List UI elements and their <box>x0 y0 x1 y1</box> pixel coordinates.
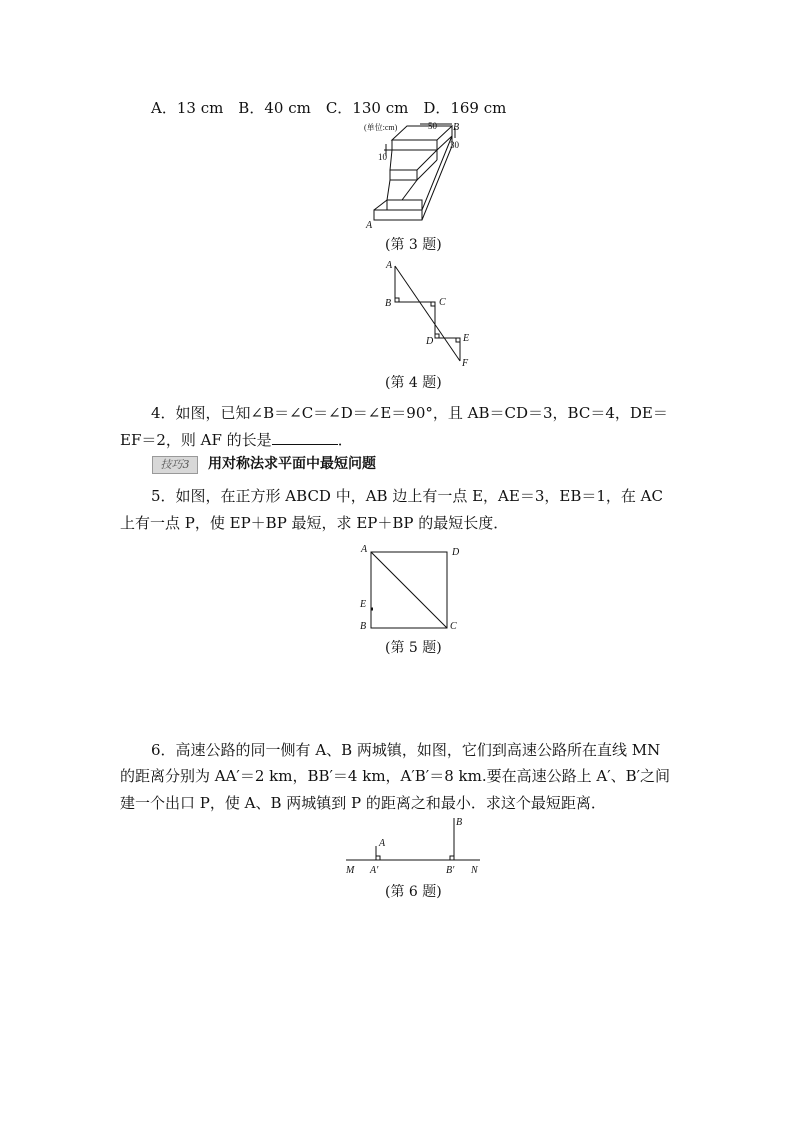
q4-point-a: A <box>386 260 393 271</box>
q6-text-line1: 6．高速公路的同一侧有 A、B 两城镇，如图，它们到高速公路所在直线 MN <box>151 741 661 759</box>
q4-point-b: B <box>385 298 392 309</box>
q5-point-a: A <box>361 544 368 555</box>
dim-30-label: 30 <box>450 140 459 150</box>
q5-point-b: B <box>360 621 367 632</box>
q3-staircase-figure <box>362 118 472 236</box>
q4-point-e: E <box>463 333 470 344</box>
q5-point-c: C <box>450 621 457 632</box>
q6-point-m: M <box>346 865 355 876</box>
q4-point-f: F <box>462 358 469 369</box>
q4-text-line2 <box>120 430 353 449</box>
q6-caption: (第 6 题) <box>385 884 442 900</box>
q3-caption: (第 3 题) <box>385 237 442 253</box>
q6-point-a: A <box>379 838 386 849</box>
q6-point-b: B <box>456 817 463 828</box>
point-b-label: B <box>453 122 460 133</box>
point-a-label: A <box>366 220 373 231</box>
q4-zigzag-figure <box>380 258 480 370</box>
q5-point-e: E <box>360 599 367 610</box>
q5-point-d: D <box>452 547 460 558</box>
q4-caption: (第 4 题) <box>385 375 442 391</box>
q5-caption: (第 5 题) <box>385 640 442 656</box>
dim-10-label: 10 <box>378 152 387 162</box>
q6-point-a-prime: A′ <box>370 865 379 876</box>
unit-note: (单位:cm) <box>364 123 398 132</box>
q4-point-c: C <box>439 297 446 308</box>
q3-options: A．13 cm B．40 cm C．130 cm D．169 cm <box>151 99 507 117</box>
q6-point-b-prime: B′ <box>446 865 455 876</box>
q5-square-figure <box>355 542 470 634</box>
q4-point-d: D <box>426 336 434 347</box>
q5-text-line2: 上有一点 P，使 EP＋BP 最短，求 EP＋BP 的最短长度． <box>120 514 509 532</box>
q6-text-line2: 的距离分别为 AA′＝2 km，BB′＝4 km，A′B′＝8 km.要在高速公路上 A′、B′之间 <box>120 767 671 785</box>
q4-line2-text: EF＝2，则 AF 的长是 <box>120 431 272 449</box>
q6-text-line3: 建一个出口 P，使 A、B 两城镇到 P 的距离之和最小．求这个最短距离． <box>120 794 606 812</box>
skill-badge: 技巧3 <box>152 456 198 474</box>
answer-blank <box>272 430 338 445</box>
skill-title: 用对称法求平面中最短问题 <box>208 456 376 472</box>
q6-point-n: N <box>471 865 478 876</box>
dim-50-label: 50 <box>428 121 437 131</box>
q6-highway-figure <box>340 812 490 878</box>
q4-text-line1: 4．如图，已知∠B＝∠C＝∠D＝∠E＝90°，且 AB＝CD＝3，BC＝4，DE＝ <box>151 404 668 422</box>
q4-line2-end: ． <box>337 431 353 449</box>
q5-text-line1: 5．如图，在正方形 ABCD 中，AB 边上有一点 E，AE＝3，EB＝1，在 AC <box>151 487 663 505</box>
